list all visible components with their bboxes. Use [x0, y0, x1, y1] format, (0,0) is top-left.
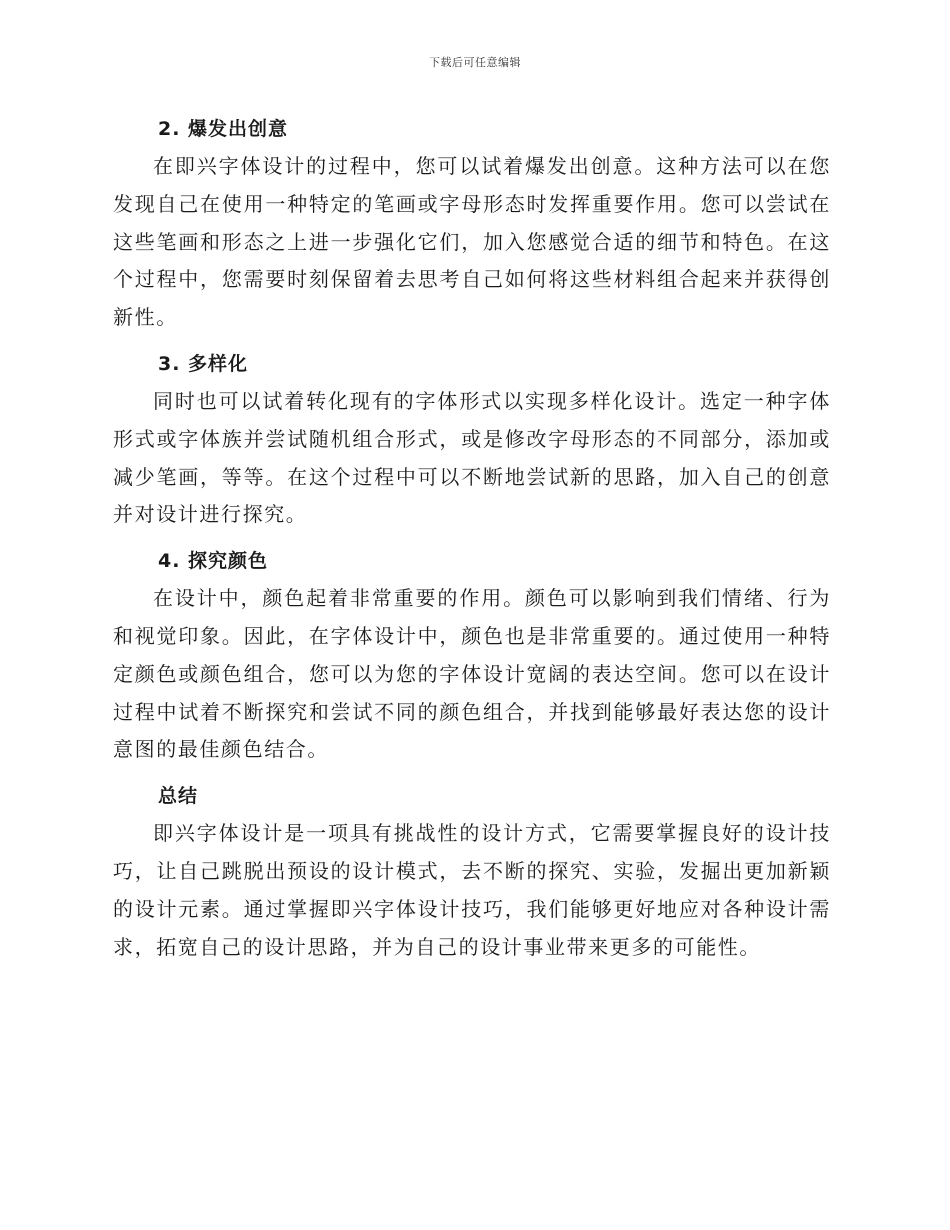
section-heading: 2. 爆发出创意: [158, 118, 289, 140]
section-heading: 总结: [158, 785, 199, 808]
section-summary: [113, 777, 831, 966]
section-paragraph: 在即兴字体设计的过程中，您可以试着爆发出创意。这种方法可以在您发现自己在使用一种特定的笔画或字母形态时发挥重要作用。您可以尝试在这些笔画和形态之上进一步强化它们，加入您感觉合适的细节和特色。在这个过程中，您需要时刻保留着去思考自己如何将这些材料组合起来并获得创新性。: [113, 154, 831, 330]
section-burst-creativity: [113, 110, 831, 337]
section-heading: 4. 探究颜色: [158, 550, 269, 573]
section-explore-color: [113, 542, 831, 769]
section-heading: 3. 多样化: [158, 352, 249, 375]
section-paragraph: 同时也可以试着转化现有的字体形式以实现多样化设计。选定一种字体形式或字体族并尝试随机组合形式，或是修改字母形态的不同部分，添加或减少笔画，等等。在这个过程中可以不断地尝试新的思路，加入自己的创意并对设计进行探究。: [113, 388, 831, 527]
section-paragraph: 在设计中，颜色起着非常重要的作用。颜色可以影响到我们情绪、行为和视觉印象。因此，在字体设计中，颜色也是非常重要的。通过使用一种特定颜色或颜色组合，您可以为您的字体设计宽阔的表达空间。您可以在设计过程中试着不断探究和尝试不同的颜色组合，并找到能够最好表达您的设计意图的最佳颜色结合。: [113, 586, 831, 762]
page-header: 下载后可任意编辑: [429, 56, 521, 69]
document-body: [113, 110, 831, 974]
section-paragraph: 即兴字体设计是一项具有挑战性的设计方式，它需要掌握良好的设计技巧，让自己跳脱出预设的设计模式，去不断的探究、实验，发掘出更加新颖的设计元素。通过掌握即兴字体设计技巧，我们能够更好地应对各种设计需求，拓宽自己的设计思路，并为自己的设计事业带来更多的可能性。: [113, 821, 831, 959]
section-diversify: [113, 345, 831, 534]
